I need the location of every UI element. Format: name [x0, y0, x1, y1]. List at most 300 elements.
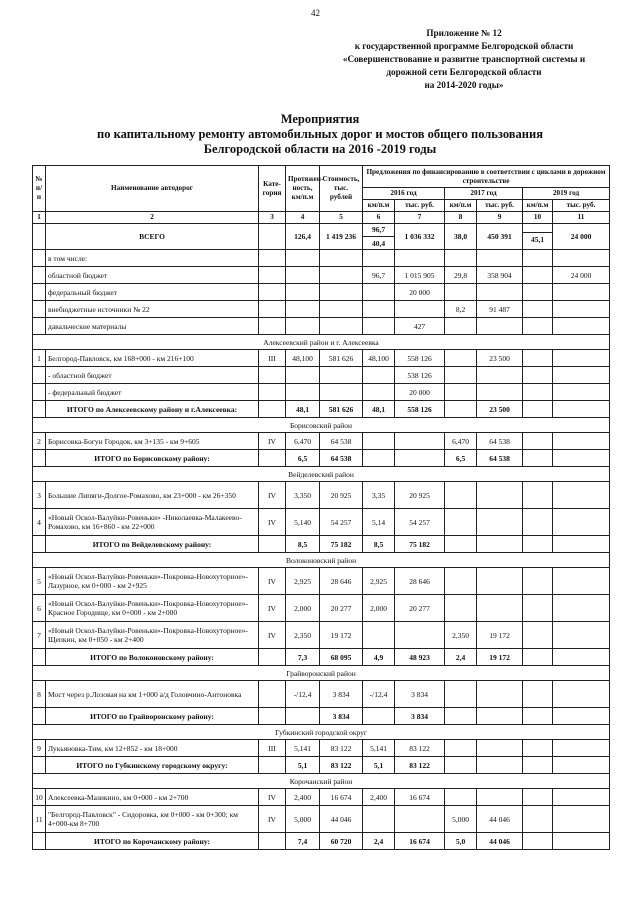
km-2016-value: 96,7: [371, 225, 386, 234]
table-row: [33, 318, 610, 335]
road-name: Лукьяновка-Тим, км 12+852 - км 18+000: [46, 740, 259, 757]
row-number: 7: [33, 622, 46, 649]
km-2017: 2,350: [445, 622, 477, 649]
rub-2017: [477, 789, 523, 806]
header-rub: тыс. руб.: [477, 200, 523, 212]
road-length: 2,925: [286, 568, 320, 595]
km-2016: [363, 384, 395, 401]
column-number: 9: [477, 212, 523, 224]
row-number: 11: [33, 806, 46, 833]
km-2017: [445, 367, 477, 384]
region-name: Алексеевский район и г. Алексеевка: [33, 335, 610, 350]
road-category: [259, 250, 286, 267]
road-name: «Новый Оскол-Валуйки-Ровеньки» -Николаевка-Малакеево-Ромахово, км 16+860 - км 22+000: [46, 509, 259, 536]
column-number: 3: [259, 212, 286, 224]
road-name: "Белгород-Павловск" - Сидоровка, км 0+000 - км 0+300; км 4+000-км 8+700: [46, 806, 259, 833]
road-cost: [320, 318, 363, 335]
title-line: по капитальному ремонту автомобильных дорог и мостов общего пользования: [97, 127, 543, 141]
header-proposals: Предложения по финансированию в соответствии с циклами в дорожном строительстве: [363, 166, 610, 188]
km-2017: 6,470: [445, 433, 477, 450]
header-rub: тыс. руб.: [395, 200, 445, 212]
road-name: внебюджетные источники № 22: [46, 301, 259, 318]
total-row: [33, 757, 610, 774]
rub-2019: [553, 384, 610, 401]
km-2017: 5,000: [445, 806, 477, 833]
table-row: [33, 740, 610, 757]
rub-2017: 358 904: [477, 267, 523, 284]
rub-2017: [477, 568, 523, 595]
km-2017: [445, 401, 477, 418]
rub-2019: [553, 367, 610, 384]
road-length: [286, 318, 320, 335]
header-category: Кате-гория: [259, 166, 286, 212]
km-2016: [363, 708, 395, 725]
km-2019-value-extra: 45,1: [523, 232, 552, 244]
road-cost: [320, 367, 363, 384]
road-category: IV: [259, 482, 286, 509]
rub-2019: [553, 284, 610, 301]
rub-2017: [477, 708, 523, 725]
road-length: 7,4: [286, 833, 320, 850]
km-2017: 29,8: [445, 267, 477, 284]
km-2019: [523, 806, 553, 833]
row-number: [33, 708, 46, 725]
km-2016: [363, 224, 395, 250]
row-number: 1: [33, 350, 46, 367]
header-year-2016: 2016 год: [363, 188, 445, 200]
km-2019: [523, 595, 553, 622]
rub-2017: [477, 740, 523, 757]
rub-2016: 20 000: [395, 384, 445, 401]
rub-2019: [553, 318, 610, 335]
road-category: [259, 384, 286, 401]
table-row: [33, 301, 610, 318]
rub-2016: 20 000: [395, 284, 445, 301]
rub-2019: [553, 301, 610, 318]
km-2016: [363, 250, 395, 267]
table-row: [33, 482, 610, 509]
road-length: 5,000: [286, 806, 320, 833]
road-name: - федеральный бюджет: [46, 384, 259, 401]
region-row: [33, 418, 610, 433]
row-number: [33, 450, 46, 467]
road-name: давальческие материалы: [46, 318, 259, 335]
column-number: 4: [286, 212, 320, 224]
km-2016: [363, 433, 395, 450]
rub-2017: 91 487: [477, 301, 523, 318]
road-category: [259, 267, 286, 284]
road-cost: 1 419 236: [320, 224, 363, 250]
km-2017: [445, 284, 477, 301]
header-num: № п/п: [33, 166, 46, 212]
row-number: 9: [33, 740, 46, 757]
rub-2017: [477, 250, 523, 267]
km-2017: [445, 509, 477, 536]
road-length: [286, 301, 320, 318]
header-name: Наименование автодорог: [46, 166, 259, 212]
road-name: ИТОГО по Корочанскому району:: [46, 833, 259, 850]
row-number: [33, 757, 46, 774]
road-length: 2,350: [286, 622, 320, 649]
row-number: [33, 267, 46, 284]
km-2019: [523, 681, 553, 708]
row-number: [33, 401, 46, 418]
rub-2017: [477, 318, 523, 335]
road-length: -/12,4: [286, 681, 320, 708]
km-2016: 8,5: [363, 536, 395, 553]
table-row: [33, 568, 610, 595]
road-length: [286, 284, 320, 301]
rub-2017: 64 538: [477, 433, 523, 450]
km-2017: [445, 568, 477, 595]
km-2017: [445, 708, 477, 725]
road-name: в том числе:: [46, 250, 259, 267]
rub-2019: [553, 536, 610, 553]
region-row: [33, 335, 610, 350]
rub-2016: 558 126: [395, 350, 445, 367]
column-number: 2: [46, 212, 259, 224]
rub-2016: [395, 622, 445, 649]
km-2017: [445, 536, 477, 553]
road-cost: 44 046: [320, 806, 363, 833]
row-number: [33, 224, 46, 250]
km-2016: [363, 806, 395, 833]
road-length: 2,000: [286, 595, 320, 622]
km-2019: [523, 367, 553, 384]
rub-2017: 44 046: [477, 806, 523, 833]
rub-2019: [553, 806, 610, 833]
road-category: [259, 708, 286, 725]
row-number: 3: [33, 482, 46, 509]
header-km: км/п.м: [363, 200, 395, 212]
rub-2017: [477, 367, 523, 384]
road-name: Алексеевка-Мазикино, км 0+000 - км 2+700: [46, 789, 259, 806]
km-2019: [523, 401, 553, 418]
header-year-2019: 2019 год: [523, 188, 610, 200]
road-cost: 19 172: [320, 622, 363, 649]
road-length: 5,1: [286, 757, 320, 774]
km-2019: [523, 482, 553, 509]
rub-2016: [395, 250, 445, 267]
road-length: 3,350: [286, 482, 320, 509]
road-cost: 83 122: [320, 740, 363, 757]
km-2019: [523, 649, 553, 666]
km-2016: -/12,4: [363, 681, 395, 708]
row-number: [33, 833, 46, 850]
region-name: Волоконовский район: [33, 553, 610, 568]
row-number: 6: [33, 595, 46, 622]
km-2019: [523, 757, 553, 774]
road-cost: 3 834: [320, 708, 363, 725]
road-category: [259, 224, 286, 250]
rub-2019: [553, 450, 610, 467]
road-name: - областной бюджет: [46, 367, 259, 384]
row-number: 10: [33, 789, 46, 806]
km-2016: 48,1: [363, 401, 395, 418]
km-2016: 2,400: [363, 789, 395, 806]
road-category: [259, 681, 286, 708]
appendix-line: Приложение № 12: [426, 28, 502, 38]
road-length: [286, 384, 320, 401]
road-cost: 581 626: [320, 401, 363, 418]
road-length: 5,141: [286, 740, 320, 757]
km-2017: [445, 384, 477, 401]
rub-2017: 450 391: [477, 224, 523, 250]
table-row: [33, 267, 610, 284]
road-category: IV: [259, 595, 286, 622]
rub-2019: 24 000: [553, 267, 610, 284]
rub-2016: 48 923: [395, 649, 445, 666]
km-2017: 8,2: [445, 301, 477, 318]
rub-2017: 44 046: [477, 833, 523, 850]
table-row: [33, 681, 610, 708]
km-2019: [523, 384, 553, 401]
road-name: ВСЕГО: [46, 224, 259, 250]
km-2016: [363, 367, 395, 384]
table-row: [33, 433, 610, 450]
km-2016: 2,925: [363, 568, 395, 595]
column-number: 8: [445, 212, 477, 224]
rub-2017: [477, 384, 523, 401]
road-cost: 16 674: [320, 789, 363, 806]
road-category: III: [259, 350, 286, 367]
rub-2016: 538 126: [395, 367, 445, 384]
road-cost: [320, 301, 363, 318]
rub-2016: 16 674: [395, 789, 445, 806]
km-2019: [523, 318, 553, 335]
road-name: Белгород-Павловск, км 168+000 - км 216+100: [46, 350, 259, 367]
km-2016: 5,14: [363, 509, 395, 536]
header-length: Протяжен-ность, км/п.м: [286, 166, 320, 212]
road-name: областной бюджет: [46, 267, 259, 284]
rub-2016: 28 646: [395, 568, 445, 595]
rub-2019: [553, 789, 610, 806]
row-number: 5: [33, 568, 46, 595]
km-2016: [363, 301, 395, 318]
km-2016: [363, 450, 395, 467]
rub-2016: 3 834: [395, 681, 445, 708]
road-name: ИТОГО по Вейделевскому району:: [46, 536, 259, 553]
rub-2019: 24 000: [553, 224, 610, 250]
table-row: [33, 595, 610, 622]
total-row: [33, 833, 610, 850]
rub-2017: 19 172: [477, 622, 523, 649]
road-cost: 581 626: [320, 350, 363, 367]
km-2019: [523, 284, 553, 301]
km-2017: 5,0: [445, 833, 477, 850]
km-2017: [445, 789, 477, 806]
column-number: 6: [363, 212, 395, 224]
road-cost: 75 182: [320, 536, 363, 553]
road-name: Мост через р.Лозовая на км 1+000 а/д Головчино-Антоновка: [46, 681, 259, 708]
table-row: [33, 250, 610, 267]
km-2019: [523, 350, 553, 367]
road-name: Борисовка-Богун Городок, км 3+135 - км 9+605: [46, 433, 259, 450]
km-2016: 4,9: [363, 649, 395, 666]
rub-2016: 427: [395, 318, 445, 335]
road-cost: 3 834: [320, 681, 363, 708]
km-2017: [445, 595, 477, 622]
road-length: [286, 267, 320, 284]
row-number: [33, 384, 46, 401]
rub-2016: [395, 433, 445, 450]
km-2019: [523, 433, 553, 450]
rub-2019: [553, 708, 610, 725]
title-line: Белгородской области на 2016 -2019 годы: [203, 142, 437, 156]
road-length: 48,1: [286, 401, 320, 418]
rub-2019: [553, 649, 610, 666]
rub-2019: [553, 833, 610, 850]
km-2016-value-extra: 40,4: [363, 236, 394, 248]
rub-2017: [477, 757, 523, 774]
road-cost: 60 720: [320, 833, 363, 850]
region-name: Губкинский городской округ: [33, 725, 610, 740]
road-category: [259, 318, 286, 335]
region-row: [33, 467, 610, 482]
rub-2019: [553, 433, 610, 450]
road-name: «Новый Оскол-Валуйки-Ровеньки»-Покровка-Новохуторное»-Красное Городище, км 0+000 - км 2+000: [46, 595, 259, 622]
appendix-line: «Совершенствование и развитие транспортной системы и: [342, 54, 586, 64]
km-2017: 38,0: [445, 224, 477, 250]
km-2017: 6,5: [445, 450, 477, 467]
rub-2017: [477, 536, 523, 553]
row-number: [33, 250, 46, 267]
road-category: [259, 301, 286, 318]
road-category: IV: [259, 789, 286, 806]
km-2017: [445, 757, 477, 774]
rub-2016: 83 122: [395, 740, 445, 757]
column-number: 1: [33, 212, 46, 224]
km-2019: [523, 622, 553, 649]
road-name: «Новый Оскол-Валуйки-Ровеньки»-Покровка-Новохуторное»-Лазурное, км 0+000 - км 2+925: [46, 568, 259, 595]
road-name: «Новый Оскол-Валуйки-Ровеньки»-Покровка-Новохуторное»- Щепкин, км 0+050 - км 2+400: [46, 622, 259, 649]
rub-2017: [477, 681, 523, 708]
km-2019: [523, 250, 553, 267]
km-2016: 48,100: [363, 350, 395, 367]
region-name: Корочанский район: [33, 774, 610, 789]
road-cost: 54 257: [320, 509, 363, 536]
roads-table: [32, 165, 610, 850]
road-category: [259, 757, 286, 774]
road-length: 6,470: [286, 433, 320, 450]
rub-2017: [477, 509, 523, 536]
km-2017: [445, 681, 477, 708]
road-category: [259, 367, 286, 384]
km-2016: 2,000: [363, 595, 395, 622]
total-row: [33, 401, 610, 418]
row-number: [33, 284, 46, 301]
km-2016: 5,141: [363, 740, 395, 757]
total-row: [33, 649, 610, 666]
road-length: 8,5: [286, 536, 320, 553]
region-name: Грайворонский район: [33, 666, 610, 681]
road-category: IV: [259, 622, 286, 649]
page-number: 42: [311, 8, 320, 18]
region-row: [33, 774, 610, 789]
header-rub: тыс. руб.: [553, 200, 610, 212]
table-row: [33, 350, 610, 367]
km-2017: [445, 350, 477, 367]
rub-2019: [553, 350, 610, 367]
road-category: III: [259, 740, 286, 757]
road-length: 7,3: [286, 649, 320, 666]
region-row: [33, 666, 610, 681]
total-row: [33, 224, 610, 250]
km-2019: [523, 267, 553, 284]
row-number: 4: [33, 509, 46, 536]
table-row: [33, 789, 610, 806]
road-category: [259, 284, 286, 301]
table-row: [33, 806, 610, 833]
km-2019: [523, 509, 553, 536]
row-number: 2: [33, 433, 46, 450]
road-cost: [320, 267, 363, 284]
road-category: [259, 401, 286, 418]
table-row: [33, 367, 610, 384]
document-title: [60, 112, 580, 157]
road-length: [286, 367, 320, 384]
header-km: км/п.м: [445, 200, 477, 212]
rub-2017: 23 500: [477, 350, 523, 367]
rub-2017: [477, 482, 523, 509]
road-cost: 28 646: [320, 568, 363, 595]
km-2019: [523, 789, 553, 806]
km-2019: [523, 224, 553, 250]
rub-2016: 83 122: [395, 757, 445, 774]
road-cost: 64 538: [320, 450, 363, 467]
rub-2016: 1 036 332: [395, 224, 445, 250]
km-2019: [523, 450, 553, 467]
table-row: [33, 622, 610, 649]
road-category: IV: [259, 568, 286, 595]
region-row: [33, 553, 610, 568]
road-category: IV: [259, 433, 286, 450]
rub-2019: [553, 595, 610, 622]
road-length: 2,400: [286, 789, 320, 806]
km-2017: 2,4: [445, 649, 477, 666]
km-2019: [523, 740, 553, 757]
rub-2019: [553, 757, 610, 774]
rub-2016: [395, 450, 445, 467]
road-cost: [320, 384, 363, 401]
row-number: [33, 367, 46, 384]
road-category: [259, 450, 286, 467]
road-category: IV: [259, 509, 286, 536]
road-cost: 64 538: [320, 433, 363, 450]
rub-2019: [553, 250, 610, 267]
road-length: 6,5: [286, 450, 320, 467]
rub-2019: [553, 509, 610, 536]
km-2016: [363, 284, 395, 301]
road-name: ИТОГО по Губкинскому городскому округу:: [46, 757, 259, 774]
row-number: [33, 318, 46, 335]
column-number: 11: [553, 212, 610, 224]
row-number: [33, 536, 46, 553]
rub-2016: 16 674: [395, 833, 445, 850]
road-name: Большие Липяги-Долгое-Ромахово, км 23+000 - км 26+350: [46, 482, 259, 509]
road-category: [259, 536, 286, 553]
road-category: [259, 649, 286, 666]
road-length: 48,100: [286, 350, 320, 367]
region-name: Борисовский район: [33, 418, 610, 433]
road-name: ИТОГО по Алексеевскому району и г.Алексеевка:: [46, 401, 259, 418]
row-number: 8: [33, 681, 46, 708]
rub-2016: 20 925: [395, 482, 445, 509]
km-2016: 96,7: [363, 267, 395, 284]
header-km: км/п.м: [523, 200, 553, 212]
road-length: 126,4: [286, 224, 320, 250]
row-number: [33, 301, 46, 318]
